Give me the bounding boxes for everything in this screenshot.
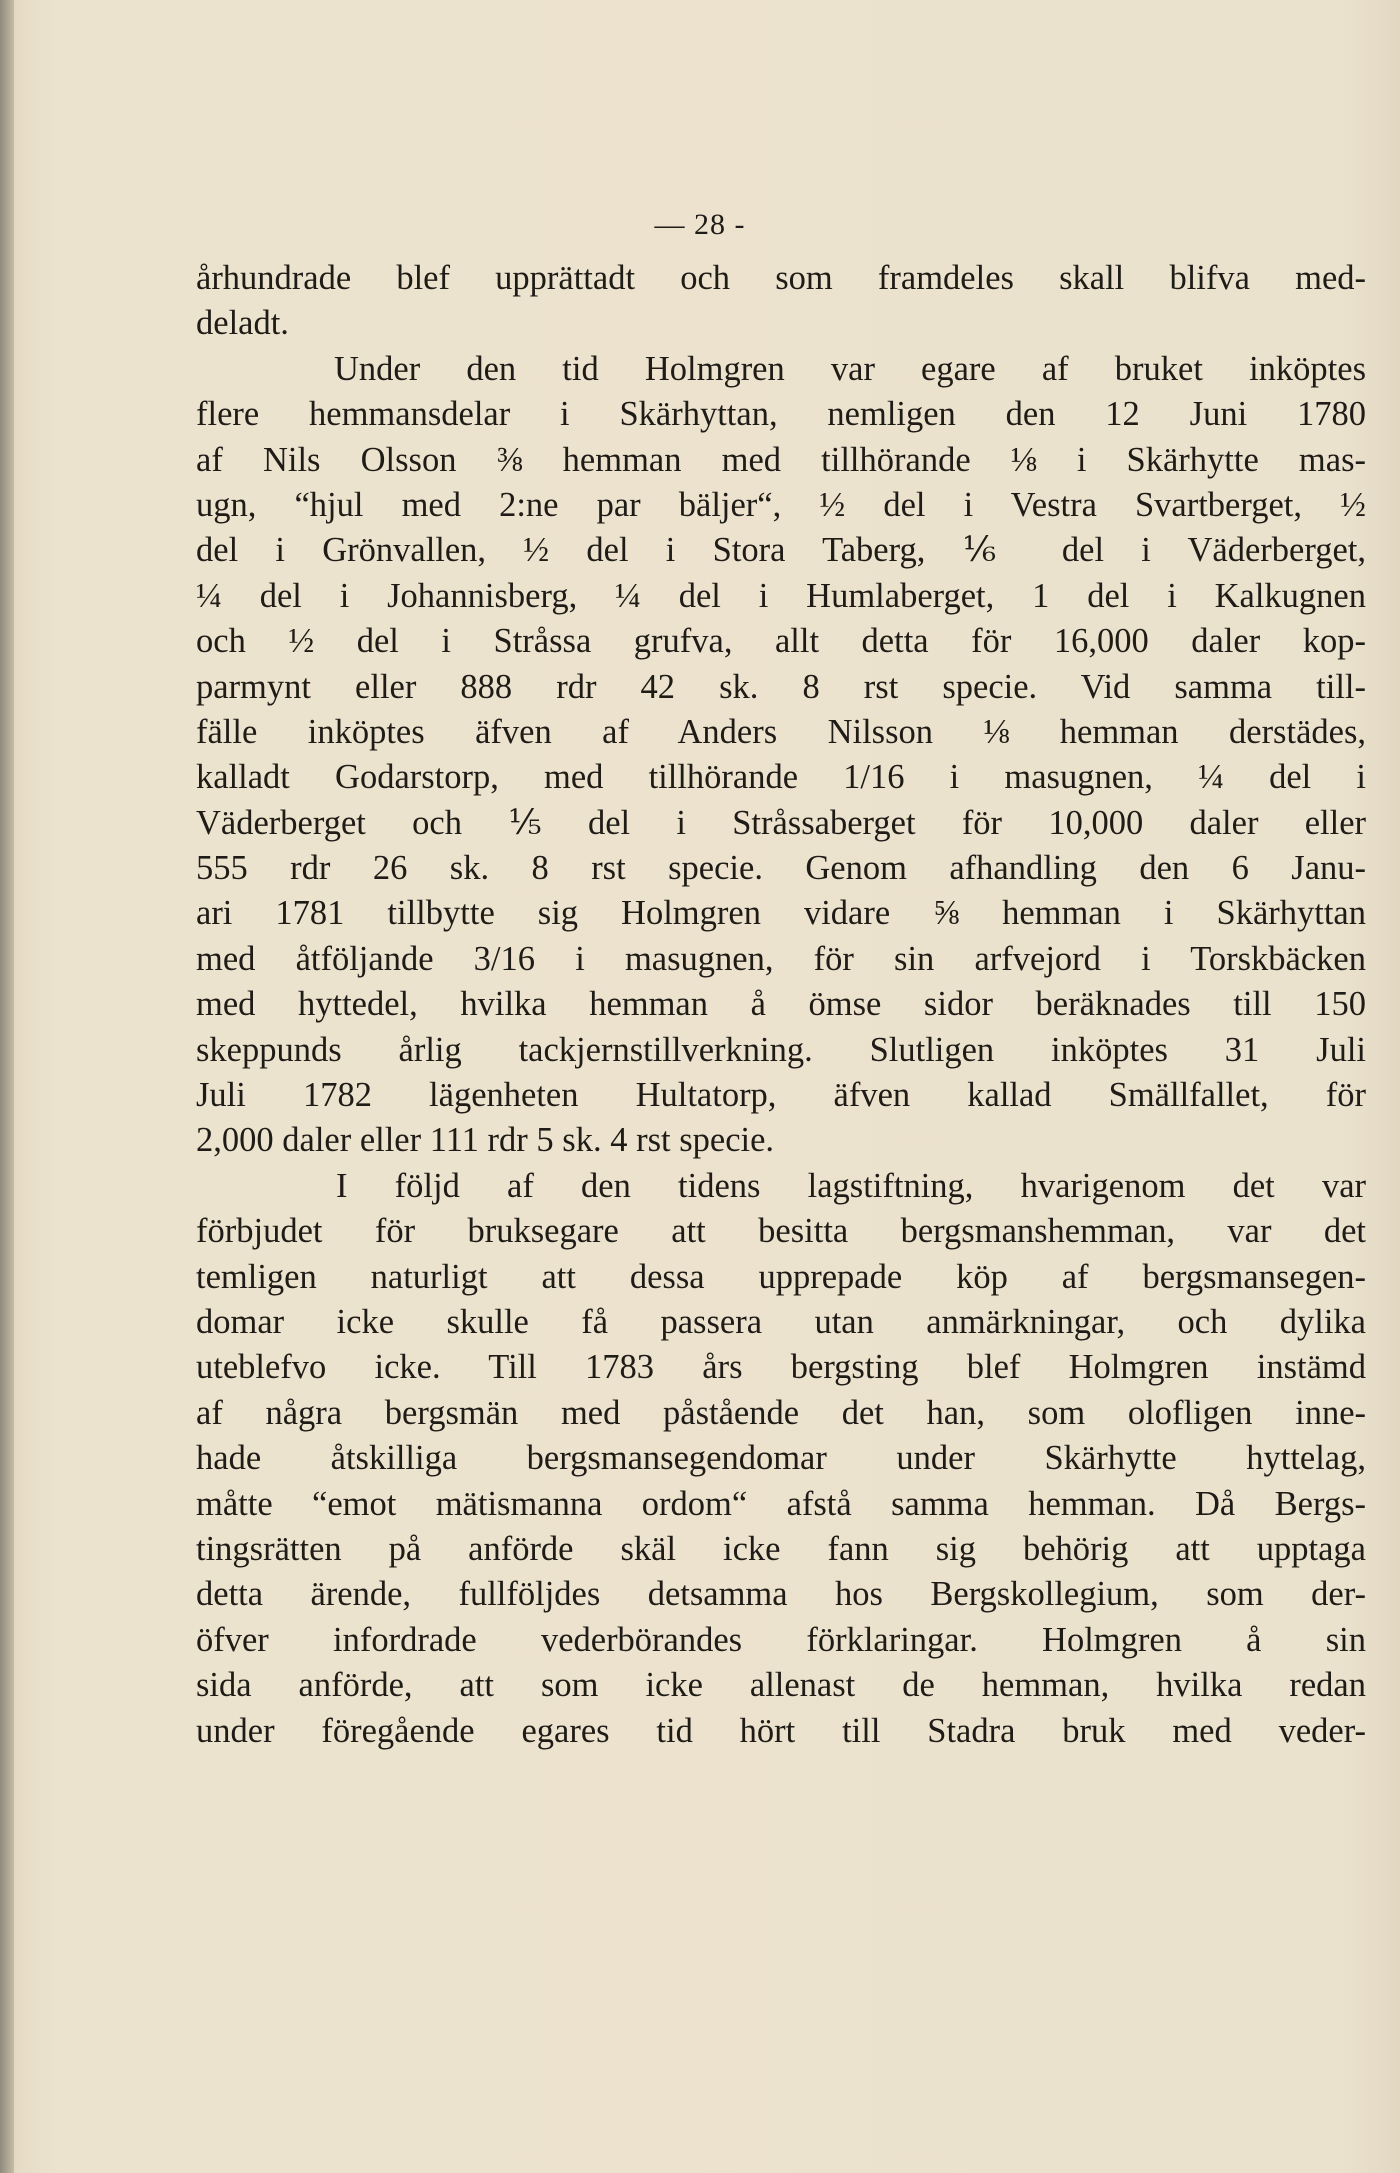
text-line: kalladt Godarstorp, med tillhörande 1/16 i masugnen, ¼ del i	[196, 758, 1366, 797]
text-line: domar icke skulle få passera utan anmärkningar, och dylika	[196, 1302, 1366, 1341]
book-spine-edge	[0, 0, 14, 2173]
text-line: af några bergsmän med påstående det han, som olofligen inne-	[196, 1393, 1366, 1432]
text-line: I följd af den tidens lagstiftning, hvarigenom det var	[336, 1166, 1366, 1205]
text-line: måtte “emot mätismanna ordom“ afstå samma hemman. Då Bergs-	[196, 1484, 1366, 1523]
text-line: flere hemmansdelar i Skärhyttan, nemligen den 12 Juni 1780	[196, 395, 1366, 434]
text-line: med hyttedel, hvilka hemman å ömse sidor beräknades till 150	[196, 985, 1366, 1024]
text-line: och ½ del i Stråssa grufva, allt detta för 16,000 daler kop-	[196, 622, 1366, 661]
text-line: Under den tid Holmgren var egare af bruket inköptes	[334, 349, 1366, 388]
text-line: tingsrätten på anförde skäl icke fann sig behörig att upptaga	[196, 1529, 1366, 1568]
text-line: skeppunds årlig tackjernstillverkning. Slutligen inköptes 31 Juli	[196, 1030, 1366, 1069]
text-line: detta ärende, fullföljdes detsamma hos Bergskollegium, som der-	[196, 1575, 1366, 1614]
page-number: — 28 -	[654, 208, 746, 241]
text-line: del i Grönvallen, ½ del i Stora Taberg, ⅙ del i Väderberget,	[196, 531, 1366, 570]
text-line: med åtföljande 3/16 i masugnen, för sin arfvejord i Torskbäcken	[196, 939, 1366, 978]
text-line: fälle inköptes äfven af Anders Nilsson ⅛ hemman derstädes,	[196, 712, 1366, 751]
text-line: öfver infordrade vederbörandes förklaringar. Holmgren å sin	[196, 1620, 1366, 1659]
text-line: århundrade blef upprättadt och som framdeles skall blifva med-	[196, 259, 1366, 297]
text-line: deladt.	[196, 304, 289, 343]
text-line: hade åtskilliga bergsmansegendomar under Skärhytte hyttelag,	[196, 1439, 1366, 1478]
text-line: 555 rdr 26 sk. 8 rst specie. Genom afhandling den 6 Janu-	[196, 849, 1366, 888]
text-line: Väderberget och ⅕ del i Stråssaberget för 10,000 daler eller	[196, 803, 1366, 842]
text-line: af Nils Olsson ⅜ hemman med tillhörande ⅛ i Skärhytte mas-	[196, 440, 1366, 479]
text-line: ari 1781 tillbytte sig Holmgren vidare ⅝ hemman i Skärhyttan	[196, 894, 1366, 933]
text-line: ugn, “hjul med 2:ne par bäljer“, ½ del i Vestra Svartberget, ½	[196, 485, 1366, 524]
text-line: förbjudet för bruksegare att besitta bergsmanshemman, var det	[196, 1212, 1366, 1251]
text-line: Juli 1782 lägenheten Hultatorp, äfven kallad Smällfallet, för	[196, 1076, 1366, 1115]
body-text	[196, 256, 1366, 1754]
text-line: under föregående egares tid hört till Stadra bruk med veder-	[196, 1711, 1366, 1750]
text-line: temligen naturligt att dessa upprepade köp af bergsmansegen-	[196, 1257, 1366, 1296]
text-line: parmynt eller 888 rdr 42 sk. 8 rst specie. Vid samma till-	[196, 667, 1366, 706]
text-line: uteblefvo icke. Till 1783 års bergsting blef Holmgren instämd	[196, 1348, 1366, 1387]
text-line: ¼ del i Johannisberg, ¼ del i Humlaberget, 1 del i Kalkugnen	[196, 576, 1366, 615]
text-line: 2,000 daler eller 111 rdr 5 sk. 4 rst specie.	[196, 1121, 775, 1160]
text-line: sida anförde, att som icke allenast de hemman, hvilka redan	[196, 1666, 1366, 1705]
